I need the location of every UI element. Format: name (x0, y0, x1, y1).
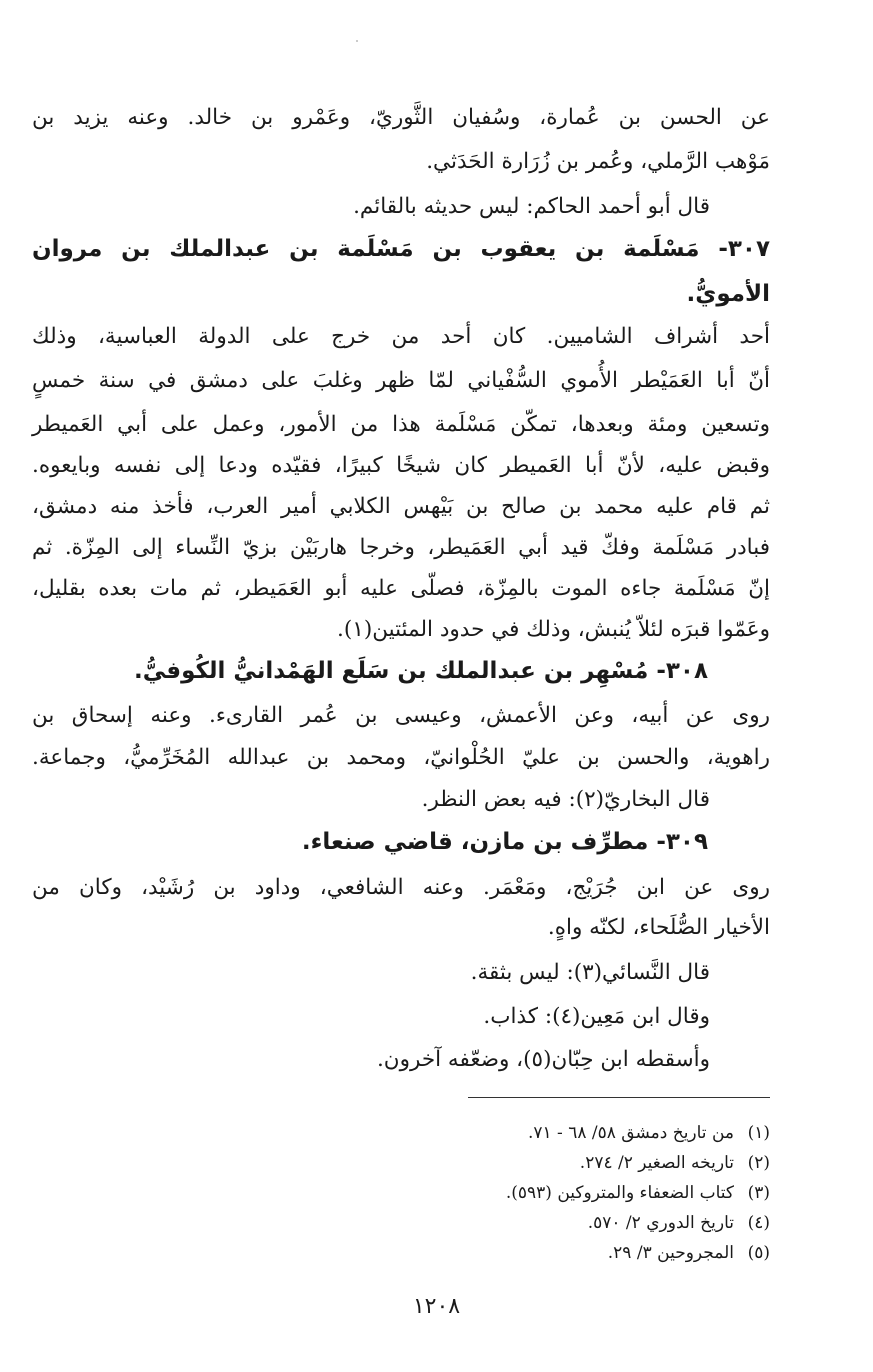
footnote-number: (٤) (747, 1213, 770, 1233)
entry-heading-308: ٣٠٨- مُسْهِر بن عبدالملك بن سَلَع الهَمْدانيُّ الكُوفيُّ. (134, 658, 708, 684)
body-line: ثم قام عليه محمد بن صالح بن بَيْهس الكلابي أمير العرب، فأخذ منه دمشق، (32, 494, 770, 519)
body-line: وأسقطه ابن حِبّان(٥)، وضعّفه آخرون. (376, 1047, 710, 1072)
body-line: عن الحسن بن عُمارة، وسُفيان الثَّوريّ، وعَمْرو بن خالد. وعنه يزيد بن (32, 105, 770, 130)
entry-heading-307: ٣٠٧- مَسْلَمة بن يعقوب بن مَسْلَمة بن عبدالملك بن مروان (32, 236, 770, 262)
body-line: مَوْهب الرَّملي، وعُمر بن زُرَارة الحَدَثي. (426, 149, 770, 174)
body-line: وقبض عليه، لأنّ أبا العَميطر كان شيخًا كبيرًا، فقيّده ودعا إلى نفسه وبايعوه. (32, 453, 770, 478)
footnote-number: (٢) (747, 1153, 770, 1173)
body-line: روى عن ابن جُرَيْج، ومَعْمَر. وعنه الشافعي، وداود بن رُشَيْد، وكان من (32, 875, 770, 900)
entry-heading-307-cont: الأمويُّ. (686, 281, 770, 307)
body-line: راهوية، والحسن بن عليّ الحُلْوانيّ، ومحمد بن عبدالله المُخَرِّميُّ، وجماعة. (32, 745, 770, 770)
body-line: وقال ابن مَعِين(٤): كذاب. (483, 1004, 710, 1029)
body-line: قال أبو أحمد الحاكم: ليس حديثه بالقائم. (353, 194, 710, 219)
footnote-number: (٣) (747, 1183, 770, 1203)
body-line: أحد أشراف الشاميين. كان أحد من خرج على الدولة العباسية، وذلك (32, 324, 770, 349)
page-number: ١٢٠٨ (412, 1294, 461, 1319)
footnote-divider (468, 1097, 770, 1098)
footnote-text: تاريخه الصغير ٢/ ٢٧٤. (579, 1153, 734, 1173)
footnote-text: من تاريخ دمشق ٥٨/ ٦٨ - ٧١. (527, 1123, 734, 1143)
footnote-5 (608, 1238, 770, 1268)
footnote-text: كتاب الضعفاء والمتروكين (٥٩٣). (505, 1183, 734, 1203)
body-line: روى عن أبيه، وعن الأعمش، وعيسى بن عُمر القارىء. وعنه إسحاق بن (32, 703, 770, 728)
entry-heading-309: ٣٠٩- مطرِّف بن مازن، قاضي صنعاء. (301, 829, 708, 855)
body-line: إنّ مَسْلَمة جاءه الموت بالمِزّة، فصلّى عليه أبو العَمَيطر، ثم مات بعده بقليل، (32, 576, 770, 601)
footnote-number: (١) (747, 1123, 770, 1143)
body-line: وتسعين ومئة وبعدها، تمكّن مَسْلَمة هذا من الأمور، وعمل على أبي العَميطر (32, 412, 770, 437)
footnote-text: تاريخ الدوري ٢/ ٥٧٠. (587, 1213, 734, 1233)
body-line: أنّ أبا العَمَيْطر الأُموي السُّفْياني لمّا ظهر وغلبَ على دمشق في سنة خمسٍ (32, 368, 770, 393)
body-line: قال النَّسائي(٣): ليس بثقة. (470, 960, 710, 985)
scan-speck (356, 40, 358, 42)
footnote-4 (588, 1208, 770, 1238)
body-line: قال البخاريّ(٢): فيه بعض النظر. (421, 787, 710, 812)
footnote-1 (528, 1118, 770, 1148)
body-line: وعَمّوا قبرَه لئلاّ يُنبش، وذلك في حدود المئتين(١). (337, 617, 770, 642)
footnote-2 (580, 1148, 770, 1178)
body-line: الأخيار الصُّلَحاء، لكنّه واهٍ. (547, 915, 770, 940)
body-line: فبادر مَسْلَمة وفكّ قيد أبي العَمَيطر، وخرجا هاربَيْن بزيّ النِّساء إلى المِزّة. ثم (32, 535, 770, 560)
footnote-number: (٥) (747, 1243, 770, 1263)
footnote-3 (506, 1178, 770, 1208)
footnote-text: المجروحين ٣/ ٢٩. (607, 1243, 734, 1263)
